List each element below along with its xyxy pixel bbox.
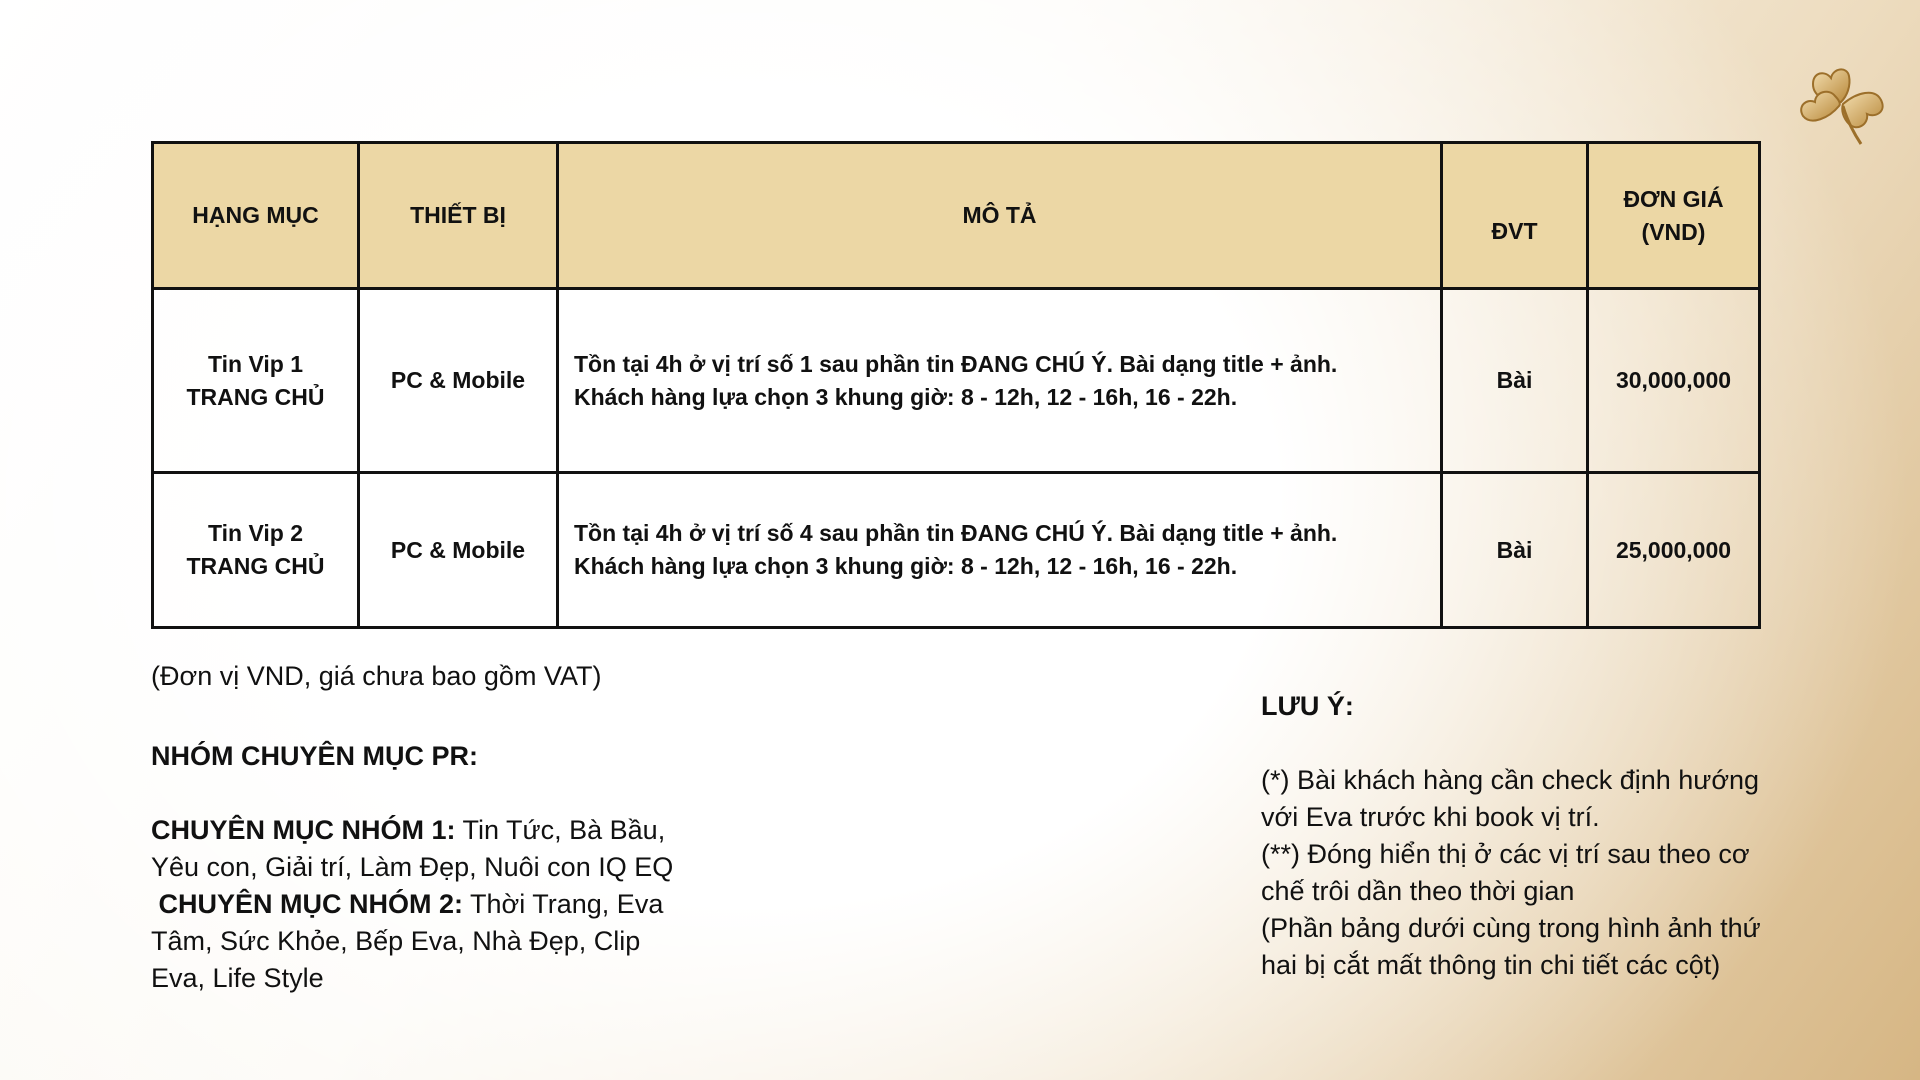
- notes-section: [1261, 688, 1781, 984]
- notes-heading: LƯU Ý:: [1261, 691, 1354, 721]
- category-page: TRANG CHỦ: [186, 553, 325, 579]
- header-category: HẠNG MỤC: [153, 143, 359, 289]
- header-unit: [1442, 143, 1588, 289]
- pricing-table: [151, 141, 1761, 629]
- note-item: (**) Đóng hiển thị ở các vị trí sau theo cơ chế trôi dần theo thời gian: [1261, 839, 1750, 906]
- cell-price: 30,000,000: [1588, 289, 1760, 473]
- table-row: [153, 473, 1760, 628]
- category-page: TRANG CHỦ: [186, 383, 325, 410]
- cell-device: PC & Mobile: [359, 473, 558, 628]
- cell-price: 25,000,000: [1588, 473, 1760, 628]
- header-price: [1588, 143, 1760, 289]
- pr-group-2: [151, 886, 691, 997]
- cell-category: [153, 473, 359, 628]
- clover-logo-icon: [1795, 62, 1891, 152]
- pr-group-1: [151, 812, 691, 886]
- pr-group-1-label: CHUYÊN MỤC NHÓM 1:: [151, 815, 456, 845]
- pr-group-2-items: Thời Trang, Eva Tâm, Sức Khỏe, Bếp Eva, Nhà Đẹp, Clip Eva, Life Style: [151, 889, 664, 993]
- cell-unit: Bài: [1442, 289, 1588, 473]
- header-description: MÔ TẢ: [558, 143, 1442, 289]
- pr-group-1-items: Tin Tức, Bà Bầu, Yêu con, Giải trí, Làm Đẹp, Nuôi con IQ EQ: [151, 815, 674, 882]
- table-header-row: [153, 143, 1760, 289]
- pr-groups-heading: NHÓM CHUYÊN MỤC PR:: [151, 741, 478, 771]
- pr-group-2-label: CHUYÊN MỤC NHÓM 2:: [158, 889, 464, 919]
- cell-unit: Bài: [1442, 473, 1588, 628]
- table-row: [153, 289, 1760, 473]
- vat-note: (Đơn vị VND, giá chưa bao gồm VAT): [151, 661, 602, 691]
- pr-groups-section: [151, 738, 691, 997]
- header-unit-label: ĐVT: [1491, 218, 1538, 244]
- description-line: Khách hàng lựa chọn 3 khung giờ: 8 - 12h, 12 - 16h, 16 - 22h.: [574, 383, 1238, 410]
- cell-category: [153, 289, 359, 473]
- description-line: Khách hàng lựa chọn 3 khung giờ: 8 - 12h, 12 - 16h, 16 - 22h.: [574, 553, 1238, 579]
- cell-device: PC & Mobile: [359, 289, 558, 473]
- cell-description: [558, 473, 1442, 628]
- category-name: Tin Vip 1: [207, 350, 303, 377]
- category-name: Tin Vip 2: [207, 520, 303, 546]
- note-item: (Phần bảng dưới cùng trong hình ảnh thứ hai bị cắt mất thông tin chi tiết các cột): [1261, 913, 1761, 980]
- note-item: (*) Bài khách hàng cần check định hướng với Eva trước khi book vị trí.: [1261, 765, 1760, 832]
- header-price-label: ĐƠN GIÁ: [1623, 185, 1724, 212]
- description-line: Tồn tại 4h ở vị trí số 1 sau phần tin ĐANG CHÚ Ý. Bài dạng title + ảnh.: [574, 350, 1338, 377]
- header-device: THIẾT BỊ: [359, 143, 558, 289]
- cell-description: [558, 289, 1442, 473]
- header-price-currency: (VND): [1641, 218, 1706, 245]
- description-line: Tồn tại 4h ở vị trí số 4 sau phần tin ĐANG CHÚ Ý. Bài dạng title + ảnh.: [574, 520, 1338, 546]
